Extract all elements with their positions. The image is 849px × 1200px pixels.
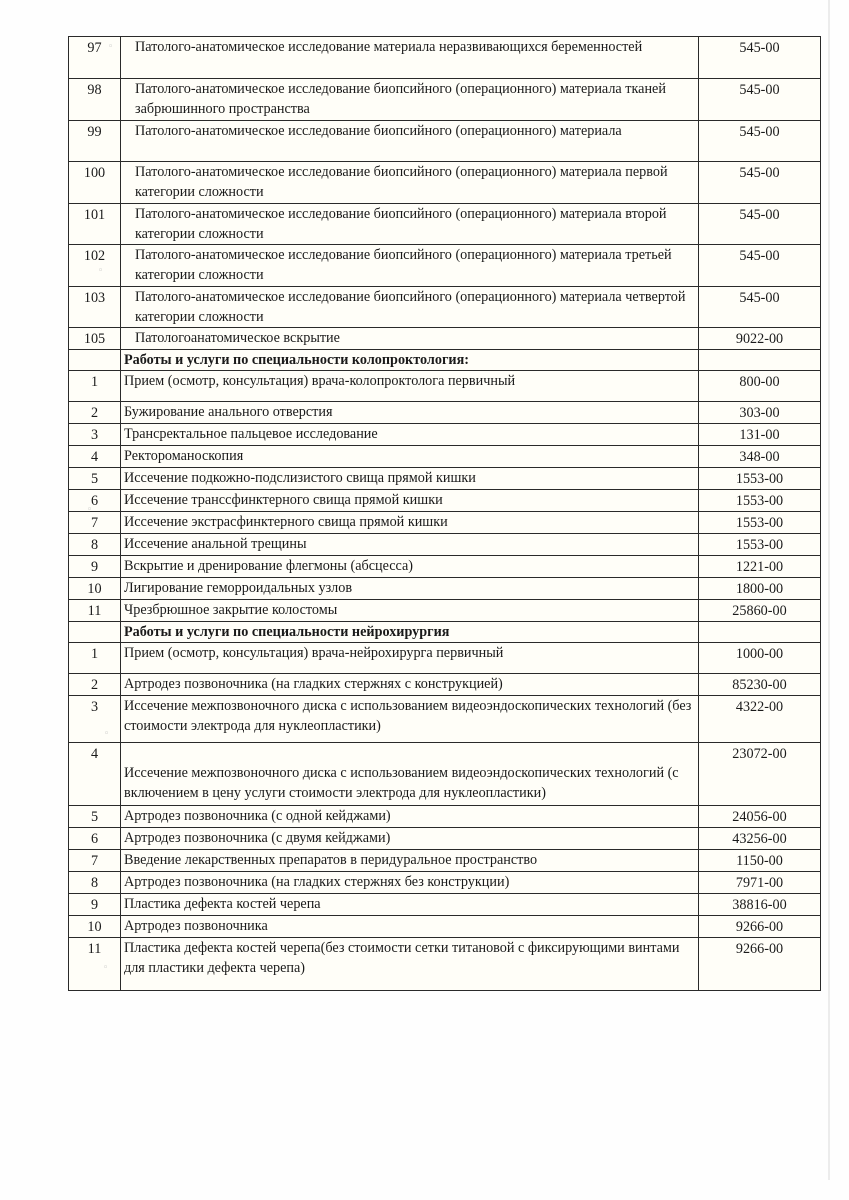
service-name: Патологоанатомическое вскрытие: [121, 328, 699, 350]
table-row: [69, 446, 821, 468]
scan-mark: ◦: [103, 963, 109, 973]
scan-mark: ◦: [108, 42, 114, 52]
service-price: 1553-00: [699, 468, 821, 490]
table-row: [69, 371, 821, 402]
service-name: Бужирование анального отверстия: [121, 402, 699, 424]
service-price: 545-00: [699, 245, 821, 287]
service-name: Артродез позвоночника: [121, 916, 699, 938]
table-row: [69, 490, 821, 512]
row-number: 4: [69, 446, 121, 468]
service-price: 85230-00: [699, 674, 821, 696]
service-name: Артродез позвоночника (с двумя кейджами): [121, 828, 699, 850]
table-row: [69, 643, 821, 674]
service-name: Прием (осмотр, консультация) врача-нейрохирурга первичный: [121, 643, 699, 674]
service-name: Пластика дефекта костей черепа: [121, 894, 699, 916]
service-name: Лигирование геморроидальных узлов: [121, 578, 699, 600]
service-price: 131-00: [699, 424, 821, 446]
row-number: 97: [69, 37, 121, 79]
service-price: 1553-00: [699, 490, 821, 512]
table-row: [69, 121, 821, 162]
row-number: 10: [69, 916, 121, 938]
section-price-cell: [699, 622, 821, 643]
row-number: 5: [69, 468, 121, 490]
row-number: 100: [69, 162, 121, 204]
table-row: [69, 162, 821, 204]
service-price: 348-00: [699, 446, 821, 468]
service-price: 9266-00: [699, 916, 821, 938]
service-name: Иссечение экстрасфинктерного свища прямой кишки: [121, 512, 699, 534]
table-row: [69, 828, 821, 850]
service-name: Прием (осмотр, консультация) врача-колопроктолога первичный: [121, 371, 699, 402]
service-name: Иссечение транссфинктерного свища прямой кишки: [121, 490, 699, 512]
row-number: 6: [69, 490, 121, 512]
service-name: Артродез позвоночника (на гладких стержнях без конструкции): [121, 872, 699, 894]
service-name: Патолого-анатомическое исследование биопсийного (операционного) материала тканей забрюшинного пространства: [121, 79, 699, 121]
section-header-neurosurgery: [69, 622, 821, 643]
table-row: [69, 850, 821, 872]
row-number: 7: [69, 512, 121, 534]
service-price: 25860-00: [699, 600, 821, 622]
service-name: Артродез позвоночника (на гладких стержнях с конструкцией): [121, 674, 699, 696]
row-number: 7: [69, 850, 121, 872]
service-price: 1150-00: [699, 850, 821, 872]
section-number-cell: [69, 350, 121, 371]
service-name-cell: [121, 743, 699, 806]
row-number: 2: [69, 402, 121, 424]
row-number: 11: [69, 938, 121, 991]
table-row: [69, 204, 821, 245]
row-number: 3: [69, 424, 121, 446]
service-name: Патолого-анатомическое исследование биопсийного (операционного) материала первой категории сложности: [121, 162, 699, 204]
service-price: 7971-00: [699, 872, 821, 894]
table-row: [69, 696, 821, 743]
service-name: Патолого-анатомическое исследование биопсийного (операционного) материала четвертой категории сложности: [121, 287, 699, 328]
row-number: 2: [69, 674, 121, 696]
service-price: 4322-00: [699, 696, 821, 743]
row-number: 8: [69, 872, 121, 894]
service-name: Артродез позвоночника (с одной кейджами): [121, 806, 699, 828]
service-name: Ректороманоскопия: [121, 446, 699, 468]
row-number: 9: [69, 556, 121, 578]
price-table: [68, 36, 821, 991]
service-name: Пластика дефекта костей черепа(без стоимости сетки титановой с фиксирующими винтами для пластики дефекта черепа): [121, 938, 699, 991]
blank-line: [124, 743, 696, 763]
scan-mark: ◦: [104, 729, 110, 739]
table-row: [69, 245, 821, 287]
table-row: [69, 674, 821, 696]
row-number: 103: [69, 287, 121, 328]
service-price: 38816-00: [699, 894, 821, 916]
table-row: [69, 806, 821, 828]
scan-edge-line: [828, 0, 830, 1180]
service-price: 1553-00: [699, 512, 821, 534]
section-title: Работы и услуги по специальности колопроктология:: [121, 350, 699, 371]
row-number: 6: [69, 828, 121, 850]
scan-mark: ◦: [98, 266, 104, 276]
row-number: 8: [69, 534, 121, 556]
service-name: Патолого-анатомическое исследование биопсийного (операционного) материала второй категории сложности: [121, 204, 699, 245]
service-name: Патолого-анатомическое исследование материала неразвивающихся беременностей: [121, 37, 699, 79]
row-number: 3: [69, 696, 121, 743]
service-name: Иссечение межпозвоночного диска с использованием видеоэндоскопических технологий (без стоимости электрода для нуклеопластики): [121, 696, 699, 743]
row-number: 102: [69, 245, 121, 287]
table-row: [69, 287, 821, 328]
row-number: 98: [69, 79, 121, 121]
table-row: [69, 328, 821, 350]
service-price: 545-00: [699, 37, 821, 79]
service-price: 1000-00: [699, 643, 821, 674]
table-row: [69, 743, 821, 806]
service-name: Иссечение межпозвоночного диска с использованием видеоэндоскопических технологий (с включением в цену услуги стоимости электрода для нуклеопластики): [124, 765, 679, 801]
section-title: Работы и услуги по специальности нейрохирургия: [121, 622, 699, 643]
service-name: Патолого-анатомическое исследование биопсийного (операционного) материала: [121, 121, 699, 162]
table-row: [69, 402, 821, 424]
table-row: [69, 512, 821, 534]
table-row: [69, 468, 821, 490]
service-name: Трансректальное пальцевое исследование: [121, 424, 699, 446]
section-header-coloproctology: [69, 350, 821, 371]
row-number: 1: [69, 643, 121, 674]
row-number: 11: [69, 600, 121, 622]
table-row: [69, 424, 821, 446]
table-row: [69, 556, 821, 578]
row-number: 10: [69, 578, 121, 600]
row-number: 99: [69, 121, 121, 162]
service-price: 303-00: [699, 402, 821, 424]
row-number: 101: [69, 204, 121, 245]
service-price: 23072-00: [699, 743, 821, 806]
service-price: 9266-00: [699, 938, 821, 991]
table-row: [69, 534, 821, 556]
service-name: Иссечение подкожно-подслизистого свища прямой кишки: [121, 468, 699, 490]
row-number: 105: [69, 328, 121, 350]
table-row: [69, 79, 821, 121]
service-price: 1800-00: [699, 578, 821, 600]
service-name: Вскрытие и дренирование флегмоны (абсцесса): [121, 556, 699, 578]
table-row: [69, 37, 821, 79]
service-price: 545-00: [699, 121, 821, 162]
service-price: 545-00: [699, 79, 821, 121]
service-price: 1221-00: [699, 556, 821, 578]
service-price: 9022-00: [699, 328, 821, 350]
section-price-cell: [699, 350, 821, 371]
service-price: 545-00: [699, 162, 821, 204]
table-row: [69, 938, 821, 991]
service-price: 1553-00: [699, 534, 821, 556]
table-row: [69, 916, 821, 938]
service-price: 545-00: [699, 287, 821, 328]
scan-mark: ◦: [87, 505, 93, 515]
table-row: [69, 600, 821, 622]
section-number-cell: [69, 622, 121, 643]
service-price: 545-00: [699, 204, 821, 245]
row-number: 4: [69, 743, 121, 806]
service-name: Введение лекарственных препаратов в перидуральное пространство: [121, 850, 699, 872]
service-price: 800-00: [699, 371, 821, 402]
row-number: 1: [69, 371, 121, 402]
table-row: [69, 894, 821, 916]
service-price: 43256-00: [699, 828, 821, 850]
table-row: [69, 872, 821, 894]
service-name: Иссечение анальной трещины: [121, 534, 699, 556]
row-number: 5: [69, 806, 121, 828]
service-price: 24056-00: [699, 806, 821, 828]
row-number: 9: [69, 894, 121, 916]
table-row: [69, 578, 821, 600]
service-name: Патолого-анатомическое исследование биопсийного (операционного) материала третьей категории сложности: [121, 245, 699, 287]
service-name: Чрезбрюшное закрытие колостомы: [121, 600, 699, 622]
